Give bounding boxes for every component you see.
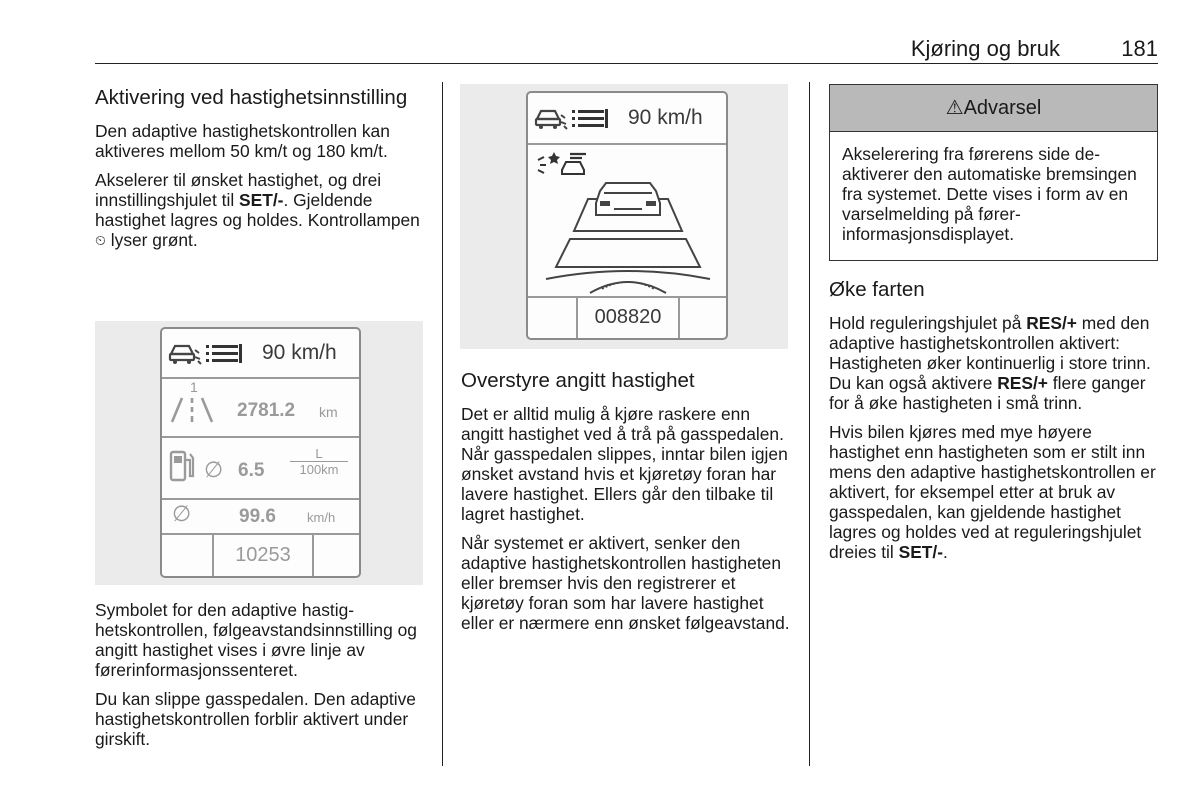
cruise-lamp-icon: ⏲ bbox=[95, 232, 106, 248]
odometer: 008820 bbox=[594, 306, 662, 328]
average-speed-unit: km/h bbox=[307, 510, 336, 525]
warning-box bbox=[829, 84, 1158, 261]
text: Hvis bilen kjøres med mye høyere hastighet enn hastigheten som er stilt inn mens den adaptive hastighetskontrollen er aktivert, for eksempel etter at bruk av gasspedalen, kan gjeldende hastighet lagres og holdes ved at reguleringshjulet dreies til bbox=[829, 422, 1156, 562]
trip-number: 1 bbox=[190, 379, 198, 395]
set-speed: 90 km/h bbox=[262, 341, 337, 364]
paragraph: Når systemet er aktivert, senker den adaptive hastighetskontrollen hastigheten eller bremser hvis den registrerer et kjøretøy foran som har lavere hastighet eller er nærmere enn ønsket følgeavstand. bbox=[461, 533, 790, 633]
consumption-unit bbox=[290, 446, 348, 478]
warning-header bbox=[830, 85, 1157, 132]
text: . bbox=[943, 542, 948, 562]
odometer: 10253 bbox=[235, 544, 291, 566]
text: Akselerer til ønsket hastighet, og drei innstillingshjulet til bbox=[95, 170, 382, 210]
paragraph: Symbolet for den adaptive hastighetskontrollen, følgeavstandsinnstilling og angitt hastighet vises i øvre linje av førerinformasjonssenteret. bbox=[95, 600, 417, 680]
collision-alert-icon bbox=[536, 148, 592, 178]
unit-denominator: 100km bbox=[299, 462, 339, 477]
warning-text: Akselerering fra førerens side deaktiverer den automatiske bremsingen fra systemet. Dette vises i form av en varselmelding på førerinformasjonsdisplayet. bbox=[842, 144, 1137, 244]
paragraph: Den adaptive hastighetskontrollen kan aktiveres mellom 50 km/t og 180 km/t. bbox=[95, 121, 390, 161]
text: . Gjeldende hastighet lagres og holdes. Kontrollampen bbox=[95, 190, 420, 230]
control-label-res: RES/+ bbox=[997, 373, 1048, 393]
text: Hold reguleringshjulet på bbox=[829, 313, 1027, 333]
text: flere ganger for å øke hastigheten i små trinn. bbox=[829, 373, 1146, 413]
left-column bbox=[95, 86, 425, 259]
page-header-title: Kjøring og bruk bbox=[910, 36, 1060, 61]
average-icon: ∅ bbox=[172, 501, 192, 526]
paragraph: Du kan slippe gasspedalen. Den adaptive hastighetskontrollen forblir aktivert under girskift. bbox=[95, 689, 416, 749]
unit-numerator: L bbox=[290, 446, 348, 462]
set-speed: 90 km/h bbox=[628, 106, 703, 129]
display-top-row bbox=[528, 93, 726, 145]
paragraph: Det er alltid mulig å kjøre raskere enn angitt hastighet ved å trå på gasspedalen. Når gasspedalen slippes, inntar bilen igjen ønsket avstand hvis et kjøretøy foran har lavere hastighet. Ellers går den tilbake til lagret hastighet. bbox=[461, 404, 788, 524]
display-trip-row bbox=[162, 377, 359, 438]
road-trip-icon bbox=[170, 397, 214, 423]
odometer-cell bbox=[576, 296, 680, 340]
text: med den adaptive hastighetskontrollen aktivert: Hastigheten øker kontinuerlig i store trinn. Du kan også aktivere bbox=[829, 313, 1151, 393]
vehicle-ahead-graphic bbox=[540, 181, 716, 294]
text: lyser grønt. bbox=[105, 230, 198, 250]
section-heading-override: Overstyre angitt hastighet bbox=[461, 369, 695, 392]
adaptive-cruise-icon bbox=[168, 340, 204, 366]
column-divider bbox=[809, 82, 810, 766]
fuel-pump-icon bbox=[169, 450, 195, 482]
control-label-set: SET/- bbox=[898, 542, 944, 562]
page-number: 181 bbox=[1121, 36, 1158, 61]
control-label-set: SET/- bbox=[239, 190, 284, 210]
odometer-cell bbox=[212, 533, 314, 578]
warning-title: Advarsel bbox=[963, 97, 1042, 119]
header-rule bbox=[95, 63, 1158, 64]
column-divider bbox=[442, 82, 443, 766]
warning-triangle-icon: ⚠ bbox=[945, 97, 964, 119]
paragraph bbox=[95, 170, 425, 250]
average-icon: ∅ bbox=[204, 457, 224, 482]
driver-info-display-2 bbox=[526, 91, 728, 340]
average-speed: 99.6 bbox=[239, 506, 276, 527]
paragraph bbox=[829, 422, 1160, 562]
trip-distance-unit: km bbox=[319, 404, 338, 420]
driver-info-display-1 bbox=[160, 327, 361, 578]
left-column-lower bbox=[95, 600, 425, 758]
paragraph bbox=[829, 313, 1160, 413]
control-label-res: RES/+ bbox=[1026, 313, 1077, 333]
display-top-row bbox=[162, 329, 359, 379]
display-speed-row bbox=[162, 498, 359, 535]
section-heading-increase-speed: Øke farten bbox=[829, 278, 925, 301]
following-distance-icon bbox=[206, 343, 242, 365]
adaptive-cruise-icon bbox=[534, 105, 570, 131]
section-heading-activation: Aktivering ved hastighetsinnstilling bbox=[95, 86, 408, 109]
display-assist-graphic bbox=[528, 143, 726, 298]
following-distance-icon bbox=[572, 108, 608, 130]
fuel-consumption: 6.5 bbox=[238, 460, 265, 481]
display-consumption-row bbox=[162, 436, 359, 500]
trip-distance: 2781.2 bbox=[237, 400, 296, 421]
middle-column bbox=[461, 369, 793, 642]
right-column bbox=[829, 278, 1160, 571]
